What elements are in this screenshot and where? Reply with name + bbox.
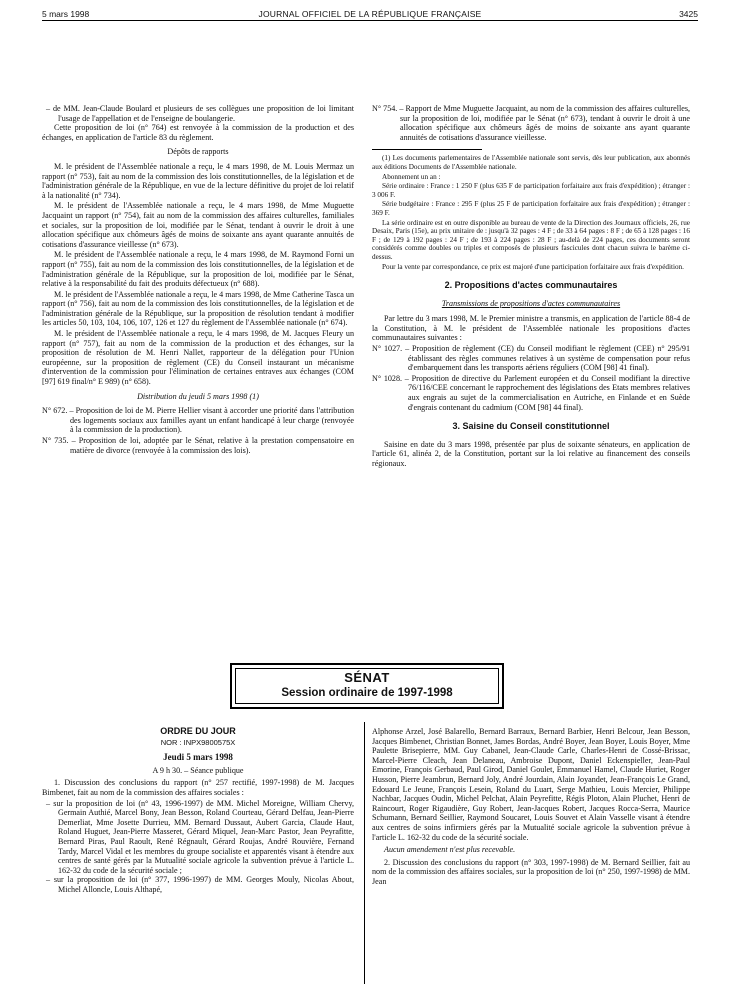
footnote-rule xyxy=(372,149,482,150)
acte-item xyxy=(372,374,690,412)
upper-right-column xyxy=(372,104,690,470)
distribution-item xyxy=(42,406,354,435)
distribution-number: N° 735. xyxy=(42,436,69,445)
section-3-text: Saisine en date du 3 mars 1998, présentée par plus de soixante sénateurs, en application de l'article 61, alinéa 2, de la Constitution, portant sur la loi relative au financement des conseils régionaux. xyxy=(372,439,690,468)
senat-box-inner-frame xyxy=(235,668,499,704)
distribution-item xyxy=(42,436,354,455)
senators-list: Alphonse Arzel, José Balarello, Bernard Barraux, Bernard Barbier, Henri Belcour, Jean Besson, Jacques Bimbenet, Christian Bonnet, James Bordas, André Boyer, Jean Boyer, Louis Boyer, Mme Paulette Brisepierre, MM. Guy Cabanel, Jean-Claude Carle, Charles-Henri de Cossé-Brissac, Marcel-Pierre Cleach, Jean Delaneau, Ambroise Dupont, Daniel Eckenspieller, Jean-Paul Emorine, François Gerbaud, Paul Girod, Daniel Goulet, Emmanuel Hamel, Claude Huriet, Roger Husson, Pierre Jeambrun, Bernard Joly, André Jourdain, Alain Joyandet, Jean-François Le Grand, Edouard Le Jeune, François Lesein, Roland du Luart, Serge Mathieu, Louis Mercier, Philippe Nachbar, Jacques Oudin, Michel Pelchat, Alain Peyrefitte, Régis Ploton, Alain Pluchet, Henri de Raincourt, Roger Rigaudière, Guy Robert, Jean-Jacques Robert, Jacques Rocca-Serra, Maurice Schumann, Bernard Seillier, Raymond Soucaret, Louis Souvet et Alain Vasselle visant à étendre aux centres de soins infirmiers gérés par la Mutualité sociale agricole la subvention prévue à l'article L. 162-32 du code de la sécurité sociale. xyxy=(372,727,690,842)
seance-time: A 9 h 30. – Séance publique xyxy=(152,765,244,775)
senat-session: Session ordinaire de 1997-1998 xyxy=(281,687,453,699)
footnote: La série ordinaire est en outre disponible au bureau de vente de la Direction des Journaux officiels, 26, rue Desaix, Paris (15e), au prix unitaire de : jusqu'à 32 pages : 4 F ; de 33 à 64 pages : 8 F ; de 65 à 128 pages : 16 F ; de 129 à 192 pages : 24 F ; de 193 à 224 pages : 28 F ; au-delà de 224 pages, ces documents seront considérés comme doubles ou triples et composés de plusieurs fascicules dont chacun suivra le barème ci-dessus. xyxy=(372,218,690,261)
bottom-left-column xyxy=(42,727,354,895)
acte-text: – Proposition de règlement (CE) du Conseil modifiant le règlement (CEE) n° 295/91 établissant des règles communes relatives à un système de compensation pour refus d'embarquement dans les transports aériens réguliers (COM [98] 41 final). xyxy=(405,344,690,373)
proposition-renvoi: Cette proposition de loi (n° 764) est renvoyée à la commission de la production et des échanges, en application de l'article 83 du règlement. xyxy=(42,123,354,142)
section-2-intro: Par lettre du 3 mars 1998, M. le Premier ministre a transmis, en application de l'article 88-4 de la Constitution, à M. le président de l'Assemblée nationale les propositions d'actes communautaires suivantes : xyxy=(372,314,690,343)
footnote: (1) Les documents parlementaires de l'Assemblée nationale sont servis, dès leur publication, aux abonnés aux éditions Documents de l'Assemblée nationale. xyxy=(372,154,690,171)
rapport-paragraph: M. le président de l'Assemblée nationale a reçu, le 4 mars 1998, de M. Jacques Fleury un rapport (n° 757), fait au nom de la commission de la production et des échanges, sur la proposition de résolution de M. Henri Nallet, rapporteur de la délégation pour l'Union européenne, sur la proposition de règlement (CE) du Conseil instaurant un mécanisme d'intervention de la commission pour l'élimination de certaines entraves aux échanges (COM [97] 619 final/n° E 989) (n° 658). xyxy=(42,329,354,387)
session-date: Jeudi 5 mars 1998 xyxy=(163,752,233,763)
header-journal-title: JOURNAL OFFICIEL DE LA RÉPUBLIQUE FRANÇAISE xyxy=(258,9,482,19)
acte-number: N° 1028. xyxy=(372,373,403,383)
upper-left-column xyxy=(42,104,354,456)
section-2-title: 2. Propositions d'actes communautaires xyxy=(444,280,618,291)
rapport-paragraph: M. le président de l'Assemblée nationale a reçu, le 4 mars 1998, de Mme Muguette Jacquaint un rapport (n° 754), fait au nom de la commission des affaires culturelles, familiales et sociales, sur la proposition de loi, modifiée par le Sénat, tendant à ouvrir le droit à une allocation spécifique aux chômeurs âgés de moins de soixante ans ayant quarante annuités de cotisations d'assurance vieillesse (n° 673). xyxy=(42,201,354,249)
n754-number: N° 754. xyxy=(372,104,398,113)
rapport-paragraph: M. le président de l'Assemblée nationale a reçu, le 4 mars 1998, de M. Louis Mermaz un rapport (n° 753), fait au nom de la commission des lois constitutionnelles, de la législation et de l'administration générale de la République, en vue de la lecture définitive du projet de loi relatif à la nationalité (n° 734). xyxy=(42,161,354,200)
rapport-paragraph: M. le président de l'Assemblée nationale a reçu, le 4 mars 1998, de Mme Catherine Tasca un rapport (n° 756), fait au nom de la commission des lois constitutionnelles, de la législation et de l'administration générale de la République, sur la proposition de résolution tendant à modifier les articles 50, 103, 104, 106, 107, 126 et 127 du règlement de l'Assemblée nationale (n° 674). xyxy=(42,289,354,328)
nor-reference: NOR : INPX9800575X xyxy=(160,737,236,747)
section-2-subtitle: Transmissions de propositions d'actes communautaires xyxy=(441,298,621,308)
rapport-paragraph: M. le président de l'Assemblée nationale a reçu, le 4 mars 1998, de M. Raymond Forni un rapport (n° 755), fait au nom de la commission des lois constitutionnelles, de la législation et de l'administration générale de la République, sur la proposition de loi, modifiée par le Sénat, relative à la responsabilité du fait des produits défectueux (n° 688). xyxy=(42,250,354,289)
agenda-subitem: – sur la proposition de loi (n° 377, 1996-1997) de MM. Georges Mouly, Nicolas About, Michel Alloncle, Louis Althapé, xyxy=(46,875,354,894)
acte-item xyxy=(372,344,690,373)
footnote: Série ordinaire : France : 1 250 F (plus 635 F de participation forfaitaire aux frais d'expédition) ; étranger : 3 006 F. xyxy=(372,182,690,199)
depot-rapports-title: Dépôts de rapports xyxy=(167,147,229,157)
distribution-text: – Proposition de loi de M. Pierre Hellier visant à accorder une priorité dans l'attribution des logements sociaux aux familles ayant un enfant handicapé à leur charge (renvoyée à la commission de la production). xyxy=(69,406,354,435)
proposition-intro: – de MM. Jean-Claude Boulard et plusieurs de ses collègues une proposition de loi limitant l'usage de l'appellation et de l'enseigne de boulangerie. xyxy=(46,104,354,123)
distribution-title: Distribution du jeudi 5 mars 1998 (1) xyxy=(137,391,259,401)
amendment-note: Aucun amendement n'est plus recevable. xyxy=(384,845,516,855)
footnote: Pour la vente par correspondance, ce prix est majoré d'une participation forfaitaire aux frais d'expédition. xyxy=(382,262,684,271)
section-3-title: 3. Saisine du Conseil constitutionnel xyxy=(452,421,610,432)
senat-box xyxy=(230,663,504,709)
distribution-number: N° 672. xyxy=(42,406,68,416)
ordre-du-jour-title: ORDRE DU JOUR xyxy=(160,726,236,736)
header-page-number: 3425 xyxy=(679,9,698,19)
footnotes xyxy=(372,154,690,271)
n754-item xyxy=(372,104,690,142)
acte-text: – Proposition de directive du Parlement européen et du Conseil modifiant la directive 76/116/CEE concernant le rapprochement des législations des Etats membres relatives aux engrais au sujet de la commercialisation en Autriche, en Finlande et en Suède d'engrais contenant du cadmium (COM [98] 44 final). xyxy=(404,373,690,412)
footnote: Série budgétaire : France : 295 F (plus 25 F de participation forfaitaire aux frais d'expédition) ; étranger : 369 F. xyxy=(372,200,690,217)
agenda-item-1: 1. Discussion des conclusions du rapport (n° 257 rectifié, 1997-1998) de M. Jacques Bimbenet, fait au nom de la commission des affaires sociales : xyxy=(42,778,354,797)
footnote: Abonnement un an : xyxy=(382,172,441,181)
acte-number: N° 1027. xyxy=(372,344,403,354)
agenda-subitem: – sur la proposition de loi (n° 43, 1996-1997) de MM. Michel Moreigne, William Chervy, Germain Authié, Marcel Bony, Jean Besson, Roland Courteau, Gérard Delfau, Jean-Pierre Demerliat, Mme Josette Durrieu, MM. Bernard Dussaut, Aubert Garcia, Claude Haut, Roland Huguet, Jean-Pierre Masseret, Gérard Miquel, Jean-Marc Pastor, Jean Peyrafitte, Bernard Piras, Paul Raoult, René Régnault, Gérard Roujas, André Rouvière, Fernand Tardy, Marcel Vidal et les membres du groupe socialiste et apparentés visant à étendre aux centres de santé gérés par la Mutualité sociale agricole la subvention prévue à l'article L. 162-32 du code de la sécurité sociale ; xyxy=(46,798,354,875)
n754-text: – Rapport de Mme Muguette Jacquaint, au nom de la commission des affaires culturelles, sur la proposition de loi, modifiée par le Sénat (n° 673), tendant à ouvrir le droit à une allocation spécifique aux chômeurs âgés de moins de soixante ans ayant quarante annuités de cotisations d'assurance vieillesse. xyxy=(399,104,691,142)
agenda-item-2: 2. Discussion des conclusions du rapport (n° 303, 1997-1998) de M. Bernard Seillier, fait au nom de la commission des affaires sociales, sur la proposition de loi (n° 250, 1997-1998) de MM. Jean xyxy=(372,857,690,886)
header-date: 5 mars 1998 xyxy=(42,9,90,19)
header-rule xyxy=(42,20,698,21)
senat-title: SÉNAT xyxy=(344,670,390,685)
column-separator xyxy=(364,722,365,984)
distribution-text: – Proposition de loi, adoptée par le Sénat, relative à la prestation compensatoire en matière de divorce (renvoyée à la commission des lois). xyxy=(70,436,354,455)
bottom-right-column xyxy=(372,727,690,888)
